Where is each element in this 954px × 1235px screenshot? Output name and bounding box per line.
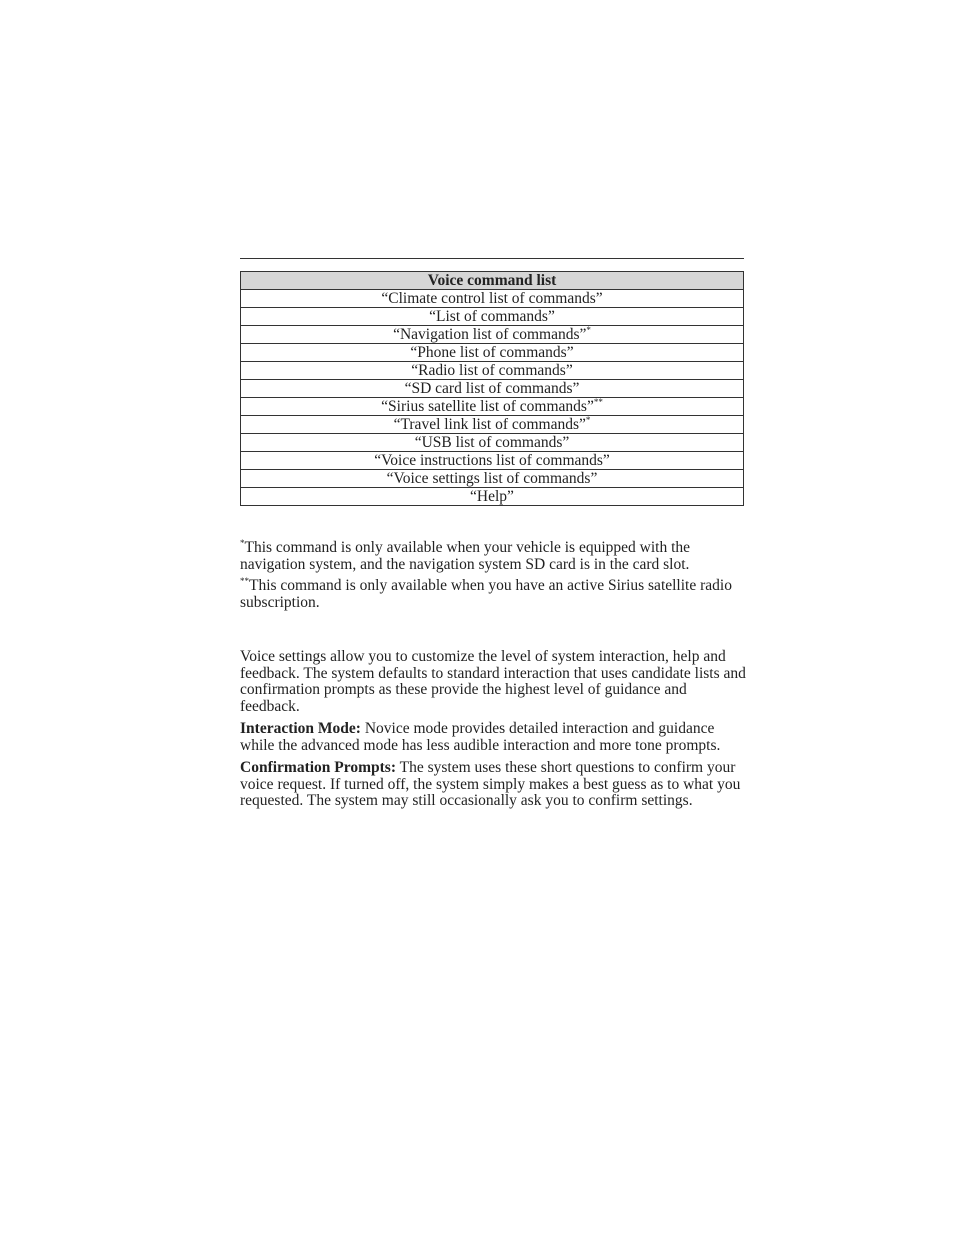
top-rule: [240, 258, 744, 259]
command-cell: [241, 470, 744, 488]
command-cell: [241, 362, 744, 380]
footnote-2: [240, 578, 750, 611]
intro-paragraph: Voice settings allow you to customize the level of system interaction, help and feedback. The system defaults to standard interaction that uses candidate lists and confirmation prompts as these provide the highest level of guidance and feedback.: [240, 648, 746, 715]
footnote-mark: *: [240, 538, 245, 548]
command-text: “Radio list of commands”: [411, 362, 573, 379]
command-text: “Voice settings list of commands”: [386, 470, 598, 487]
table-row: [241, 470, 744, 488]
command-text: “Sirius satellite list of commands”: [381, 398, 594, 415]
table-header-row: [241, 272, 744, 290]
command-cell: [241, 290, 744, 308]
footnote-text: This command is only available when you have an active Sirius satellite radio subscription.: [240, 577, 732, 611]
command-cell: [241, 416, 744, 434]
command-text: “Help”: [470, 488, 514, 505]
footnotes: [240, 540, 750, 616]
command-text: “List of commands”: [429, 308, 555, 325]
command-text: “Travel link list of commands”: [393, 416, 586, 433]
voice-command-table: [240, 271, 744, 506]
table-row: [241, 398, 744, 416]
command-cell: [241, 308, 744, 326]
command-text: “Climate control list of commands”: [381, 290, 603, 307]
table-row: [241, 452, 744, 470]
confirmation-prompts-text: The system uses these short questions to confirm your voice request. If turned off, the system simply makes a best guess as to what you requested. The system may still occasionally ask you to confirm settings.: [240, 759, 741, 809]
command-cell: [241, 326, 744, 344]
command-cell: [241, 398, 744, 416]
confirmation-prompts-paragraph: [240, 760, 750, 810]
table-body: [241, 290, 744, 506]
footnote-1: [240, 540, 750, 573]
table-row: [241, 434, 744, 452]
command-cell: [241, 344, 744, 362]
command-cell: [241, 488, 744, 506]
command-text: “USB list of commands”: [414, 434, 570, 451]
table-row: [241, 488, 744, 506]
footnote-mark: **: [240, 576, 249, 586]
footnote-text: This command is only available when your vehicle is equipped with the navigation system, and the navigation system SD card is in the card slot.: [240, 539, 691, 573]
interaction-mode-label: Interaction Mode:: [240, 720, 361, 737]
table-row: [241, 416, 744, 434]
command-cell: [241, 434, 744, 452]
command-text: “Phone list of commands”: [410, 344, 574, 361]
footnote-mark: *: [586, 325, 591, 335]
voice-settings-section: [240, 649, 750, 816]
command-text: “Voice instructions list of commands”: [374, 452, 610, 469]
confirmation-prompts-label: Confirmation Prompts:: [240, 759, 396, 776]
table-row: [241, 290, 744, 308]
footnote-mark: *: [585, 415, 591, 425]
footnote-mark: **: [593, 397, 603, 407]
interaction-mode-paragraph: [240, 721, 750, 754]
interaction-mode-text: Novice mode provides detailed interaction and guidance while the advanced mode has less audible interaction and more tone prompts.: [240, 720, 721, 754]
command-cell: [241, 452, 744, 470]
table-row: [241, 326, 744, 344]
command-text: “SD card list of commands”: [404, 380, 580, 397]
table-row: [241, 380, 744, 398]
table-header: Voice command list: [241, 272, 744, 290]
table-row: [241, 308, 744, 326]
table-row: [241, 344, 744, 362]
command-text: “Navigation list of commands”: [393, 326, 587, 343]
table-row: [241, 362, 744, 380]
command-cell: [241, 380, 744, 398]
